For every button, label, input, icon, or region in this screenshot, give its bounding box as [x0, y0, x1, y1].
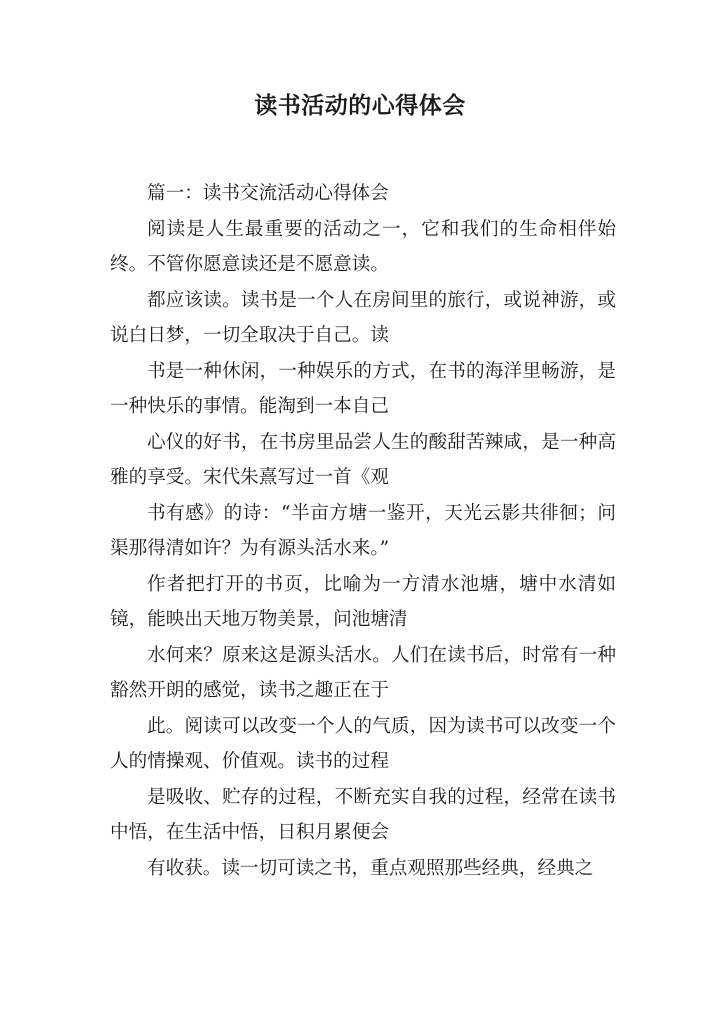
paragraph: 作者把打开的书页，比喻为一方清水池塘，塘中水清如镜，能映出天地万物美景，问池塘清 [110, 573, 616, 630]
paragraph: 有收获。读一切可读之书，重点观照那些经典，经典之 [147, 857, 594, 879]
document-title: 读书活动的心得体会 [254, 92, 466, 119]
paragraph: 水何来？原来这是源头活水。人们在读书后，时常有一种豁然开朗的感觉，读书之趣正在于 [110, 644, 616, 701]
paragraph: 阅读是人生最重要的活动之一，它和我们的生命相伴始终。不管你愿意读还是不愿意读。 [110, 218, 616, 275]
paragraph: 都应该读。读书是一个人在房间里的旅行，或说神游，或说白日梦，一切全取决于自己。读 [110, 289, 616, 346]
paragraph-section-heading: 篇一：读书交流活动心得体会 [147, 183, 389, 204]
paragraph: 书有感》的诗：“半亩方塘一鉴开，天光云影共徘徊；问渠那得清如许？为有源头活水来。” [110, 502, 616, 559]
document-body [110, 176, 616, 886]
paragraph: 是吸收、贮存的过程，不断充实自我的过程，经常在读书中悟，在生活中悟，日积月累便会 [110, 786, 616, 843]
paragraph: 书是一种休闲，一种娱乐的方式，在书的海洋里畅游，是一种快乐的事情。能淘到一本自己 [110, 360, 616, 417]
paragraph: 此。阅读可以改变一个人的气质，因为读书可以改变一个人的情操观、价值观。读书的过程 [110, 715, 616, 772]
paragraph: 心仪的好书，在书房里品尝人生的酸甜苦辣咸，是一种高雅的享受。宋代朱熹写过一首《观 [110, 431, 616, 488]
